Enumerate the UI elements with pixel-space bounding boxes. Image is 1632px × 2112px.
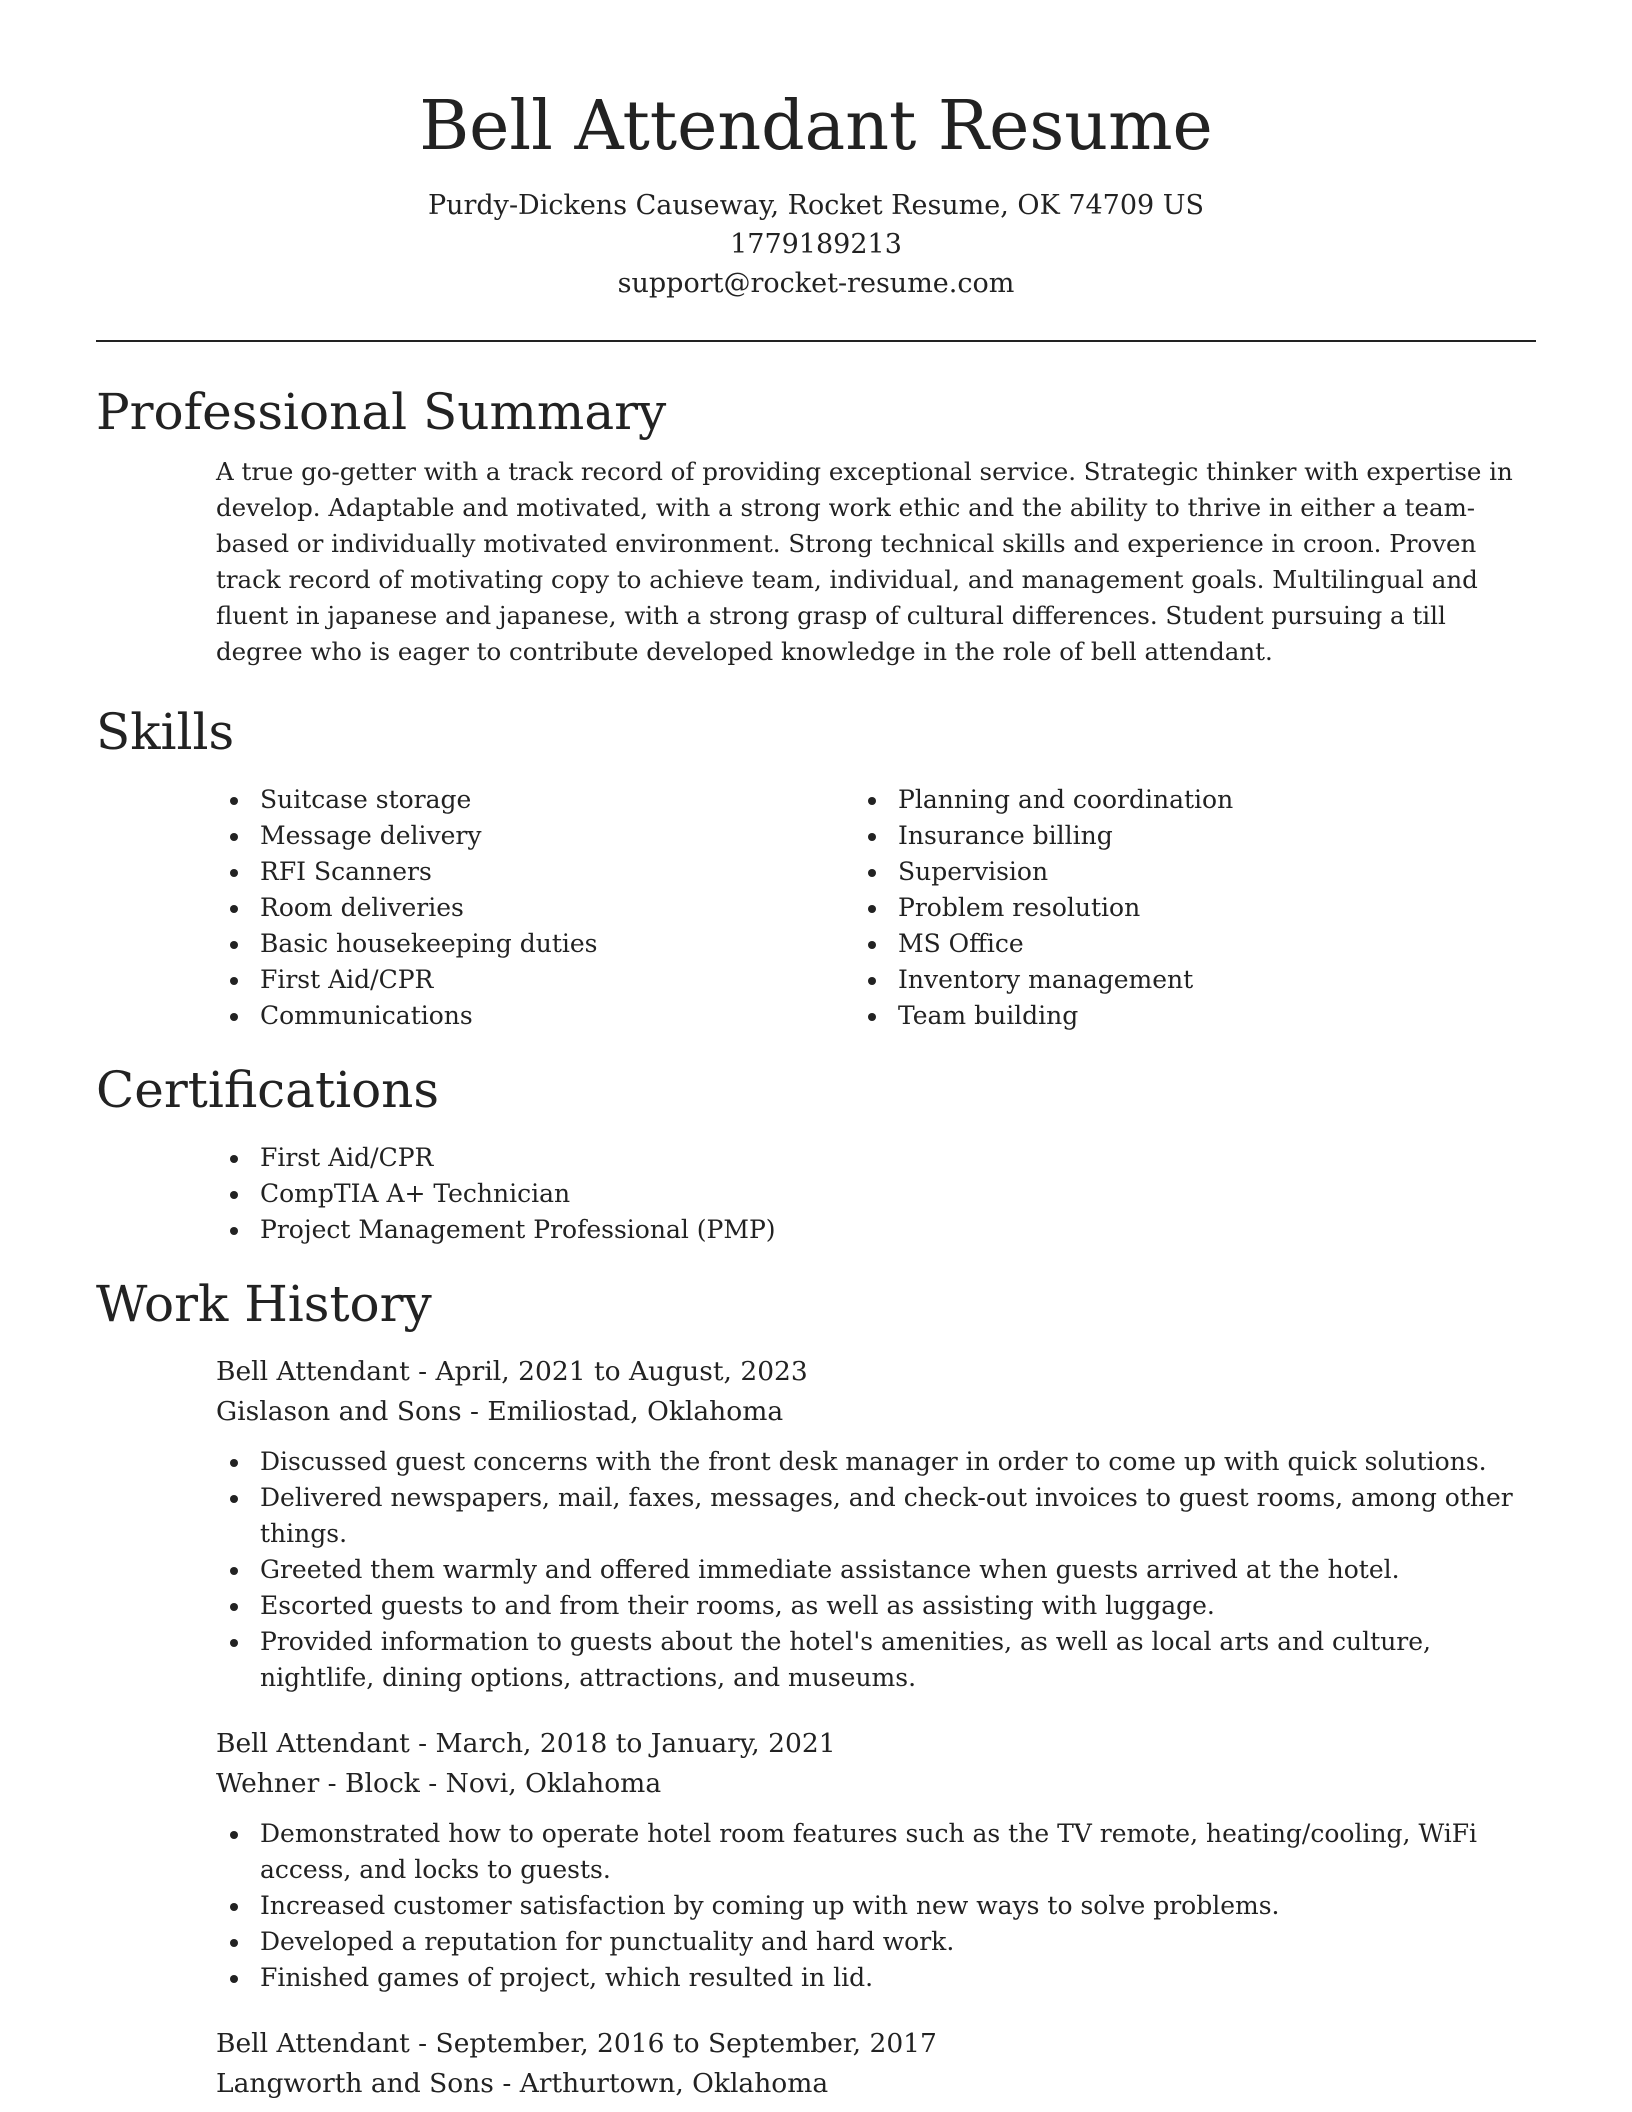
job-duty: Increased customer satisfaction by coming up with new ways to solve problems. [260, 1888, 1550, 1924]
header-divider [96, 340, 1536, 342]
job-dates: March, 2018 to January, 2021 [435, 1728, 836, 1759]
work-history-section [96, 1272, 1536, 2104]
job-duties [216, 1444, 1550, 1696]
job-duty: Developed a reputation for punctuality and hard work. [260, 1924, 1550, 1960]
skill-item: Communications [260, 998, 898, 1034]
certification-item: CompTIA A+ Technician [260, 1176, 1536, 1212]
job-role: Bell Attendant [216, 1356, 410, 1387]
skill-item: Room deliveries [260, 890, 898, 926]
skill-item: Team building [898, 998, 1536, 1034]
skill-item: Inventory management [898, 962, 1536, 998]
work-history-heading: Work History [96, 1275, 432, 1333]
job-entry [216, 1352, 1536, 1696]
resume-title: Bell Attendant Resume [419, 87, 1213, 166]
certifications-list [96, 1140, 1536, 1248]
job-company-line: Wehner - Block - Novi, Oklahoma [216, 1768, 662, 1799]
skill-item: Insurance billing [898, 818, 1536, 854]
job-company: Gislason and Sons [216, 1396, 462, 1427]
skill-item: Basic housekeeping duties [260, 926, 898, 962]
summary-section [96, 380, 1536, 670]
skill-item: MS Office [898, 926, 1536, 962]
job-role: Bell Attendant [216, 1728, 410, 1759]
job-duties [216, 1816, 1550, 1996]
skills-heading: Skills [96, 703, 235, 761]
resume-header [0, 0, 1632, 303]
job-duty: Delivered newspapers, mail, faxes, messages, and check-out invoices to guest rooms, among other things. [260, 1480, 1550, 1552]
summary-heading: Professional Summary [96, 383, 667, 441]
skills-section [96, 700, 1536, 1034]
skill-item: Problem resolution [898, 890, 1536, 926]
job-title-line: Bell Attendant - September, 2016 to September, 2017 [216, 2028, 937, 2059]
summary-text: A true go-getter with a track record of providing exceptional service. Strategic thinker with expertise in develop. Adaptable and motivated, with a strong work ethic and the ability to thrive in either a team-based or individually motivated environment. Strong technical skills and experience in croon. Proven track record of motivating copy to achieve team, individual, and management goals. Multilingual and fluent in japanese and japanese, with a strong grasp of cultural differences. Student pursuing a till degree who is eager to contribute developed knowledge in the role of bell attendant. [216, 457, 1513, 666]
email: support@rocket-resume.com [617, 268, 1015, 299]
certifications-heading: Certifications [96, 1061, 440, 1119]
job-duty: Greeted them warmly and offered immediate assistance when guests arrived at the hotel. [260, 1552, 1550, 1588]
job-company: Wehner - Block [216, 1768, 420, 1799]
skill-item: Supervision [898, 854, 1536, 890]
skill-item: Message delivery [260, 818, 898, 854]
job-duty: Demonstrated how to operate hotel room features such as the TV remote, heating/cooling, WiFi access, and locks to guests. [260, 1816, 1550, 1888]
job-title-line: Bell Attendant - April, 2021 to August, 2023 [216, 1356, 808, 1387]
job-dates: September, 2016 to September, 2017 [435, 2028, 937, 2059]
job-entry [216, 1724, 1536, 1996]
skill-item: First Aid/CPR [260, 962, 898, 998]
contact-info [0, 186, 1632, 303]
phone: 1779189213 [730, 229, 902, 260]
job-location: Emiliostad, Oklahoma [487, 1396, 784, 1427]
job-company-line: Langworth and Sons - Arthurtown, Oklahoma [216, 2068, 829, 2099]
certification-item: Project Management Professional (PMP) [260, 1212, 1536, 1248]
skills-columns [96, 782, 1536, 1034]
job-company-line: Gislason and Sons - Emiliostad, Oklahoma [216, 1396, 784, 1427]
skills-list-right [898, 782, 1536, 1034]
job-title-line: Bell Attendant - March, 2018 to January, 2021 [216, 1728, 836, 1759]
skill-item: Planning and coordination [898, 782, 1536, 818]
job-company: Langworth and Sons [216, 2068, 494, 2099]
skill-item: Suitcase storage [260, 782, 898, 818]
certifications-section [96, 1058, 1536, 1248]
job-location: Arthurtown, Oklahoma [519, 2068, 829, 2099]
skills-list-left [96, 782, 898, 1034]
job-role: Bell Attendant [216, 2028, 410, 2059]
job-location: Novi, Oklahoma [445, 1768, 662, 1799]
address: Purdy-Dickens Causeway, Rocket Resume, OK 74709 US [427, 190, 1205, 221]
certification-item: First Aid/CPR [260, 1140, 1536, 1176]
job-duty: Provided information to guests about the hotel's amenities, as well as local arts and culture, nightlife, dining options, attractions, and museums. [260, 1624, 1550, 1696]
job-duty: Escorted guests to and from their rooms, as well as assisting with luggage. [260, 1588, 1550, 1624]
job-duty: Finished games of project, which resulted in lid. [260, 1960, 1550, 1996]
job-duty: Discussed guest concerns with the front desk manager in order to come up with quick solutions. [260, 1444, 1550, 1480]
job-entry [216, 2024, 1536, 2104]
job-dates: April, 2021 to August, 2023 [435, 1356, 808, 1387]
skill-item: RFI Scanners [260, 854, 898, 890]
